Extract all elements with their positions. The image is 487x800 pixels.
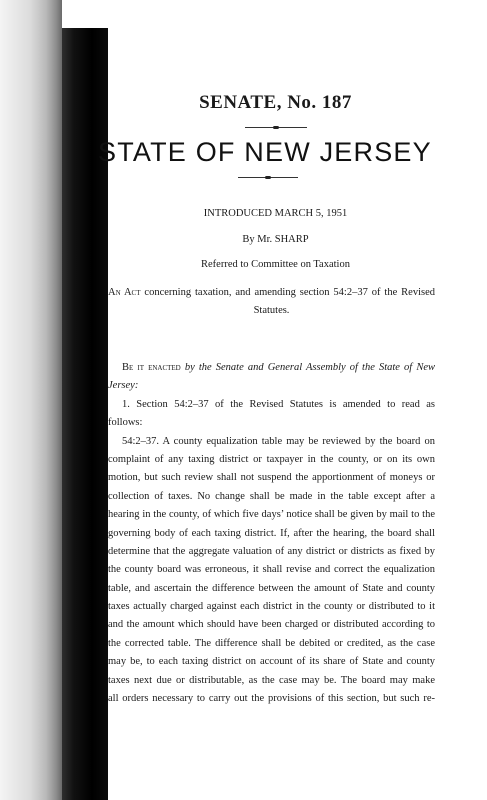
body-line: the county board was erroneous, it shall revise and correct the equalization bbox=[108, 564, 435, 576]
body-line: taxes next due or distributable, as the case may be. The board may make bbox=[108, 674, 435, 686]
body-line: collection of taxes. No change shall be made in the table except after a bbox=[108, 490, 435, 502]
section-intro-line-2: follows: bbox=[108, 417, 143, 429]
section-intro-line-1: 1. Section 54:2–37 of the Revised Statutes is amended to read as bbox=[122, 398, 435, 410]
body-line: may be, to each taxing district on account of its share of State and county bbox=[108, 656, 435, 668]
body-line: 54:2–37. A county equalization table may be reviewed by the board on bbox=[122, 435, 435, 447]
enacting-text-2: Jersey: bbox=[108, 380, 139, 392]
enacting-text-1: by the Senate and General Assembly of the State of New bbox=[180, 362, 435, 373]
body-line: table, and ascertain the difference between the amount of State and county bbox=[108, 582, 435, 594]
enacting-prefix: Be it enacted bbox=[122, 362, 181, 373]
introduced-date: INTRODUCED MARCH 5, 1951 bbox=[203, 208, 348, 219]
body-line: taxes actually charged against each district in the county or distributed to it bbox=[108, 601, 435, 613]
body-line: motion, but such review shall not suspend the apportionment of moneys or bbox=[108, 472, 435, 484]
bill-sponsor: By Mr. SHARP bbox=[242, 234, 309, 245]
body-line: governing body of each taxing district. If, after the hearing, the board shall bbox=[108, 527, 435, 539]
body-line: all orders necessary to carry out the provisions of this section, but such re- bbox=[108, 693, 435, 705]
bill-body bbox=[108, 359, 435, 708]
body-line: hearing in the county, of which five days’ notice shall be given by mail to the bbox=[108, 509, 435, 521]
act-title-line-2: Statutes. bbox=[253, 305, 290, 316]
enacting-clause bbox=[108, 359, 435, 377]
act-title-line-1: concerning taxation, and amending section 54:2–37 of the Revised bbox=[140, 287, 436, 298]
act-title-prefix: An Act bbox=[108, 287, 141, 298]
committee-referral: Referred to Committee on Taxation bbox=[201, 259, 350, 270]
divider-rule-top bbox=[245, 127, 307, 128]
bill-number: SENATE, No. 187 bbox=[199, 92, 352, 113]
enacting-clause-end bbox=[108, 377, 435, 395]
body-line: the corrected table. The difference shall be debited or credited, as the case bbox=[108, 637, 435, 649]
body-line: complaint of any taxing district or taxpayer in the county, or on its own bbox=[108, 453, 435, 465]
body-line: determine that the aggregate valuation of any district or districts as fixed by bbox=[108, 545, 435, 557]
state-heading: STATE OF NEW JERSEY bbox=[98, 137, 432, 167]
body-line: and the amount which should have been charged or distributed according to bbox=[108, 619, 435, 631]
act-title bbox=[108, 284, 435, 320]
divider-rule-state bbox=[238, 177, 298, 178]
